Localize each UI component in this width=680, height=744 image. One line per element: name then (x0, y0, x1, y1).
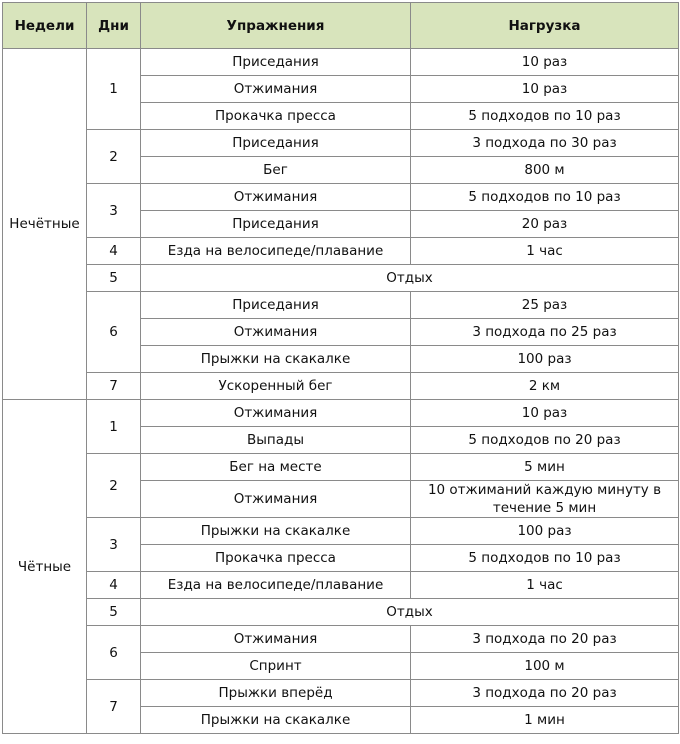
exercise-cell: Приседания (141, 130, 411, 157)
table-row (3, 572, 679, 599)
header-days: Дни (87, 3, 141, 49)
day-number: 1 (87, 49, 141, 130)
rest-cell: Отдых (141, 599, 679, 626)
table-row (3, 184, 679, 211)
load-cell: 1 мин (411, 707, 679, 734)
exercise-cell: Прыжки вперёд (141, 680, 411, 707)
table-row (3, 626, 679, 653)
load-cell: 3 подхода по 20 раз (411, 626, 679, 653)
header-row (3, 3, 679, 49)
load-cell: 5 подходов по 10 раз (411, 184, 679, 211)
exercise-cell: Отжимания (141, 319, 411, 346)
day-number: 7 (87, 680, 141, 734)
exercise-cell: Отжимания (141, 184, 411, 211)
load-cell: 10 раз (411, 400, 679, 427)
header-weeks: Недели (3, 3, 87, 49)
load-line-1: 10 отжиманий каждую минуту в (427, 482, 662, 498)
exercise-cell: Приседания (141, 49, 411, 76)
day-number: 2 (87, 130, 141, 184)
load-cell: 5 подходов по 10 раз (411, 103, 679, 130)
week-label-even: Чётные (3, 400, 87, 734)
day-number: 6 (87, 292, 141, 373)
exercise-cell: Бег на месте (141, 454, 411, 481)
rest-cell: Отдых (141, 265, 679, 292)
day-number: 1 (87, 400, 141, 454)
week-label-odd: Нечётные (3, 49, 87, 400)
day-number: 4 (87, 572, 141, 599)
load-cell: 100 м (411, 653, 679, 680)
exercise-cell: Бег (141, 157, 411, 184)
table-row (3, 238, 679, 265)
table-header (3, 3, 679, 49)
load-line-2: течение 5 мин (492, 500, 597, 516)
table-row (3, 400, 679, 427)
load-cell: 3 подхода по 30 раз (411, 130, 679, 157)
load-cell: 2 км (411, 373, 679, 400)
table-row (3, 265, 679, 292)
exercise-cell: Езда на велосипеде/плавание (141, 238, 411, 265)
exercise-cell: Прыжки на скакалке (141, 707, 411, 734)
table-row (3, 454, 679, 481)
header-exercises: Упражнения (141, 3, 411, 49)
day-number: 4 (87, 238, 141, 265)
training-schedule-table (2, 2, 679, 734)
load-cell: 5 подходов по 10 раз (411, 545, 679, 572)
load-cell (411, 481, 679, 518)
exercise-cell: Езда на велосипеде/плавание (141, 572, 411, 599)
load-cell: 3 подхода по 20 раз (411, 680, 679, 707)
table-row (3, 518, 679, 545)
exercise-cell: Отжимания (141, 626, 411, 653)
day-number: 3 (87, 184, 141, 238)
load-cell: 20 раз (411, 211, 679, 238)
day-number: 7 (87, 373, 141, 400)
day-number: 6 (87, 626, 141, 680)
exercise-cell: Отжимания (141, 76, 411, 103)
table-row (3, 680, 679, 707)
exercise-cell: Спринт (141, 653, 411, 680)
load-cell: 1 час (411, 238, 679, 265)
exercise-cell: Прыжки на скакалке (141, 518, 411, 545)
exercise-cell: Приседания (141, 292, 411, 319)
load-cell: 3 подхода по 25 раз (411, 319, 679, 346)
load-cell: 5 подходов по 20 раз (411, 427, 679, 454)
load-cell: 5 мин (411, 454, 679, 481)
exercise-cell: Прыжки на скакалке (141, 346, 411, 373)
load-cell: 800 м (411, 157, 679, 184)
header-load: Нагрузка (411, 3, 679, 49)
exercise-cell: Приседания (141, 211, 411, 238)
load-cell: 10 раз (411, 49, 679, 76)
load-cell: 10 раз (411, 76, 679, 103)
exercise-cell: Отжимания (141, 481, 411, 518)
day-number: 5 (87, 599, 141, 626)
table-row (3, 373, 679, 400)
load-cell: 25 раз (411, 292, 679, 319)
day-number: 5 (87, 265, 141, 292)
table-row (3, 599, 679, 626)
exercise-cell: Прокачка пресса (141, 545, 411, 572)
exercise-cell: Отжимания (141, 400, 411, 427)
day-number: 2 (87, 454, 141, 518)
load-cell: 1 час (411, 572, 679, 599)
day-number: 3 (87, 518, 141, 572)
table-row (3, 130, 679, 157)
load-cell: 100 раз (411, 346, 679, 373)
exercise-cell: Прокачка пресса (141, 103, 411, 130)
table-row (3, 49, 679, 76)
exercise-cell: Выпады (141, 427, 411, 454)
load-cell: 100 раз (411, 518, 679, 545)
exercise-cell: Ускоренный бег (141, 373, 411, 400)
table-body (3, 49, 679, 734)
table-row (3, 292, 679, 319)
